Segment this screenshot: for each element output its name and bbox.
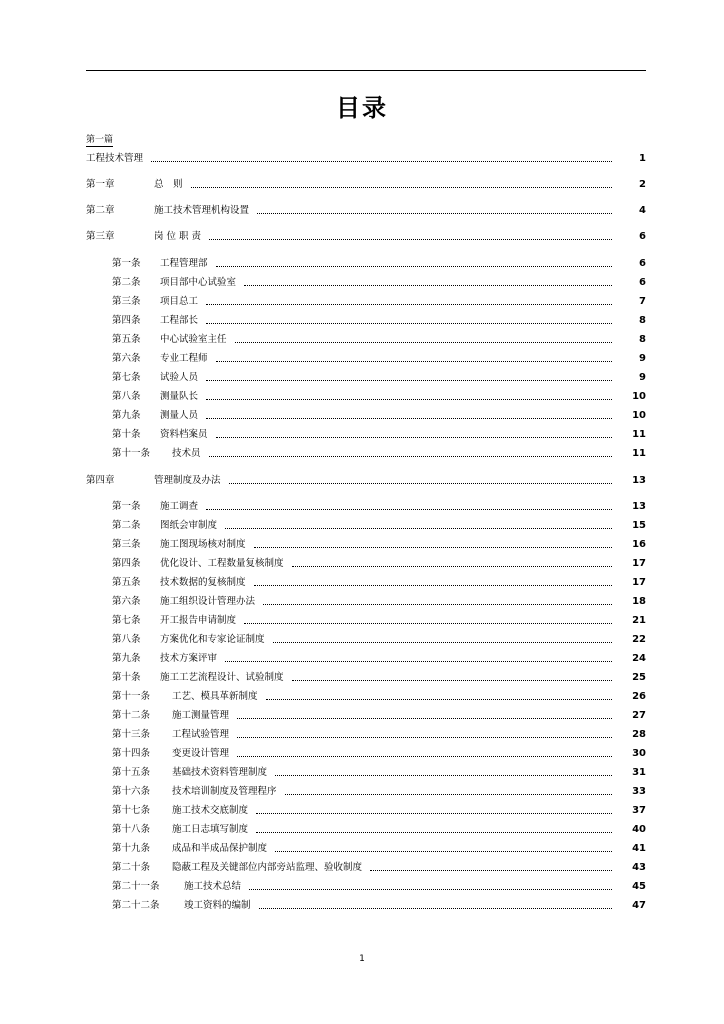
toc-entry-number: 第二条 [112,520,141,531]
toc-entry-page: 18 [632,596,646,607]
toc-entry-title: 施工工艺流程设计、试验制度 [160,672,284,683]
toc-entry-number: 第二十条 [112,862,151,873]
toc-entry[interactable] [86,150,646,164]
toc-entry-number: 第七条 [112,372,141,383]
toc-entry-title: 图纸会审制度 [160,520,218,531]
toc-entry[interactable] [112,255,646,269]
dot-leader [206,304,612,305]
toc-entry-page: 22 [632,634,646,645]
toc-entry-page: 9 [639,372,646,383]
toc-entry[interactable] [112,612,646,626]
toc-entry-number: 第十六条 [112,786,151,797]
toc-entry-number: 工程技术管理 [86,153,144,164]
toc-entry-title: 施工技术总结 [184,881,242,892]
dot-leader [266,699,612,700]
toc-entry[interactable] [112,840,646,854]
dot-leader [209,239,612,240]
toc-entry-title: 施工技术交底制度 [172,805,249,816]
toc-entry-title: 施工技术管理机构设置 [154,205,250,216]
toc-entry-page: 26 [632,691,646,702]
toc-entry[interactable] [112,802,646,816]
toc-entry-title: 测量队长 [160,391,199,402]
toc-entry-title: 开工报告申请制度 [160,615,237,626]
toc-entry[interactable] [112,783,646,797]
toc-entry-page: 11 [632,448,646,459]
dot-leader [292,680,612,681]
dot-leader [244,285,612,286]
toc-entry[interactable] [112,688,646,702]
toc-entry-title: 项目部中心试验室 [160,277,237,288]
toc-entry-title: 管理制度及办法 [154,475,221,486]
dot-leader [237,756,612,757]
dot-leader [370,870,612,871]
toc-entry[interactable] [112,312,646,326]
toc-entry-page: 10 [632,391,646,402]
toc-entry-page: 10 [632,410,646,421]
dot-leader [254,585,612,586]
toc-entry-number: 第九条 [112,410,141,421]
toc-entry-number: 第十七条 [112,805,151,816]
toc-entry-number: 第四章 [86,475,115,486]
toc-entry[interactable] [112,498,646,512]
toc-entry-number: 第二章 [86,205,115,216]
toc-entry-page: 16 [632,539,646,550]
toc-entry-page: 9 [639,353,646,364]
toc-entry-title: 专业工程师 [160,353,208,364]
toc-entry-number: 第四条 [112,315,141,326]
toc-entry-title: 施工组织设计管理办法 [160,596,256,607]
toc-entry-page: 1 [639,153,646,164]
part-label: 第一篇 [86,132,113,147]
toc-entry-number: 第二十二条 [112,900,160,911]
toc-entry[interactable] [112,821,646,835]
toc-entry-page: 15 [632,520,646,531]
toc-entry-page: 47 [632,900,646,911]
dot-leader [257,213,612,214]
toc-entry-number: 第八条 [112,391,141,402]
dot-leader [263,604,612,605]
toc-entry-title: 工程部长 [160,315,199,326]
toc-entry[interactable] [112,369,646,383]
toc-entry-title: 项目总工 [160,296,199,307]
toc-entry[interactable] [112,274,646,288]
toc-entry[interactable] [112,426,646,440]
toc-entry[interactable] [112,574,646,588]
toc-entry[interactable] [112,407,646,421]
toc-entry-number: 第三章 [86,231,115,242]
toc-entry[interactable] [112,878,646,892]
toc-entry-title: 技术员 [172,448,201,459]
toc-entry-number: 第五条 [112,577,141,588]
toc-entry-number: 第三条 [112,296,141,307]
toc-entry[interactable] [86,228,646,242]
toc-entry[interactable] [112,707,646,721]
toc-entry-title: 总 则 [154,179,183,190]
toc-entry-title: 中心试验室主任 [160,334,227,345]
toc-entry-number: 第六条 [112,353,141,364]
toc-entry-title: 施工调查 [160,501,199,512]
page-title: 目录 [336,94,388,122]
toc-entry-title: 工艺、模具革新制度 [172,691,258,702]
toc-entry-title: 技术方案评审 [160,653,218,664]
toc-entry-title: 工程管理部 [160,258,208,269]
toc-entry-number: 第九条 [112,653,141,664]
toc-entry[interactable] [112,897,646,911]
toc-entry-number: 第十八条 [112,824,151,835]
toc-entry-number: 第六条 [112,596,141,607]
toc-entry-page: 45 [632,881,646,892]
toc-entry-number: 第八条 [112,634,141,645]
toc-entry-page: 6 [639,258,646,269]
dot-leader [216,361,612,362]
dot-leader [237,737,612,738]
dot-leader [285,794,612,795]
toc-entry[interactable] [112,350,646,364]
toc-entry-number: 第二十一条 [112,881,160,892]
dot-leader [275,851,612,852]
toc-entry-title: 基础技术资料管理制度 [172,767,268,778]
toc-entry-title: 隐蔽工程及关键部位内部旁站监理、验收制度 [172,862,363,873]
dot-leader [235,342,612,343]
toc-entry[interactable] [112,536,646,550]
dot-leader [229,483,612,484]
toc-entry-page: 28 [632,729,646,740]
dot-leader [206,380,612,381]
dot-leader [225,528,612,529]
toc-entry-title: 方案优化和专家论证制度 [160,634,265,645]
toc-entry-title: 变更设计管理 [172,748,230,759]
toc-entry-title: 施工图现场核对制度 [160,539,246,550]
toc-entry-number: 第十九条 [112,843,151,854]
toc-entry-title: 施工日志填写制度 [172,824,249,835]
toc-entry-number: 第七条 [112,615,141,626]
dot-leader [256,813,612,814]
toc-entry-title: 优化设计、工程数量复核制度 [160,558,284,569]
dot-leader [206,509,612,510]
toc-entry[interactable] [112,593,646,607]
toc-entry-page: 13 [632,475,646,486]
toc-entry-page: 11 [632,429,646,440]
toc-entry[interactable] [112,726,646,740]
toc-entry-title: 试验人员 [160,372,199,383]
toc-entry-title: 工程试验管理 [172,729,230,740]
toc-entry-number: 第十一条 [112,448,151,459]
toc-entry-title: 施工测量管理 [172,710,230,721]
toc-entry-title: 技术培训制度及管理程序 [172,786,277,797]
toc-entry-number: 第十一条 [112,691,151,702]
toc-entry-page: 43 [632,862,646,873]
toc-entry-number: 第一条 [112,258,141,269]
toc-entry-page: 6 [639,277,646,288]
toc-entry[interactable] [86,176,646,190]
toc-entry[interactable] [112,631,646,645]
dot-leader [254,547,612,548]
dot-leader [151,161,612,162]
toc-entry-page: 4 [639,205,646,216]
toc-entry-page: 33 [632,786,646,797]
toc-entry-number: 第十四条 [112,748,151,759]
dot-leader [216,437,612,438]
toc-entry-page: 25 [632,672,646,683]
toc-entry-number: 第一条 [112,501,141,512]
toc-entry-number: 第二条 [112,277,141,288]
toc-entry-number: 第一章 [86,179,115,190]
toc-entry-number: 第十条 [112,429,141,440]
toc-entry-number: 第四条 [112,558,141,569]
dot-leader [206,418,612,419]
toc-entry[interactable] [112,293,646,307]
dot-leader [249,889,612,890]
dot-leader [216,266,612,267]
toc-entry[interactable] [86,472,646,486]
footer-page-number: 1 [359,954,365,964]
toc-entry-page: 31 [632,767,646,778]
dot-leader [292,566,612,567]
toc-entry[interactable] [112,764,646,778]
toc-entry-number: 第十五条 [112,767,151,778]
toc-entry-page: 8 [639,315,646,326]
toc-entry[interactable] [112,388,646,402]
toc-entry-page: 2 [639,179,646,190]
toc-entry-page: 24 [632,653,646,664]
toc-entry[interactable] [112,859,646,873]
toc-entry-number: 第十三条 [112,729,151,740]
toc-entry-page: 27 [632,710,646,721]
toc-entry-page: 17 [632,577,646,588]
toc-entry-number: 第十二条 [112,710,151,721]
toc-entry-page: 37 [632,805,646,816]
toc-entry[interactable] [112,445,646,459]
toc-entry-title: 资料档案员 [160,429,208,440]
toc-entry[interactable] [112,555,646,569]
toc-entry[interactable] [112,331,646,345]
dot-leader [273,642,612,643]
toc-entry-title: 竣工资料的编制 [184,900,251,911]
toc-entry[interactable] [112,669,646,683]
toc-entry[interactable] [112,650,646,664]
dot-leader [237,718,612,719]
dot-leader [206,323,612,324]
toc-entry-page: 7 [639,296,646,307]
dot-leader [191,187,612,188]
toc-entry-number: 第三条 [112,539,141,550]
toc-entry-page: 17 [632,558,646,569]
toc-entry-title: 成品和半成品保护制度 [172,843,268,854]
toc-entry-page: 8 [639,334,646,345]
toc-entry-title: 技术数据的复核制度 [160,577,246,588]
toc-entry-page: 30 [632,748,646,759]
toc-entry-page: 13 [632,501,646,512]
toc-entry-title: 岗 位 职 责 [154,231,202,242]
toc-entry-title: 测量人员 [160,410,199,421]
dot-leader [206,399,612,400]
toc-entry[interactable] [112,745,646,759]
toc-entry-page: 6 [639,231,646,242]
toc-entry-number: 第十条 [112,672,141,683]
toc-entry-page: 40 [632,824,646,835]
dot-leader [209,456,612,457]
toc-entry-number: 第五条 [112,334,141,345]
dot-leader [275,775,612,776]
dot-leader [225,661,612,662]
dot-leader [256,832,612,833]
dot-leader [259,908,612,909]
toc-entry-page: 21 [632,615,646,626]
toc-entry[interactable] [112,517,646,531]
dot-leader [244,623,612,624]
toc-entry-page: 41 [632,843,646,854]
toc-entry[interactable] [86,202,646,216]
